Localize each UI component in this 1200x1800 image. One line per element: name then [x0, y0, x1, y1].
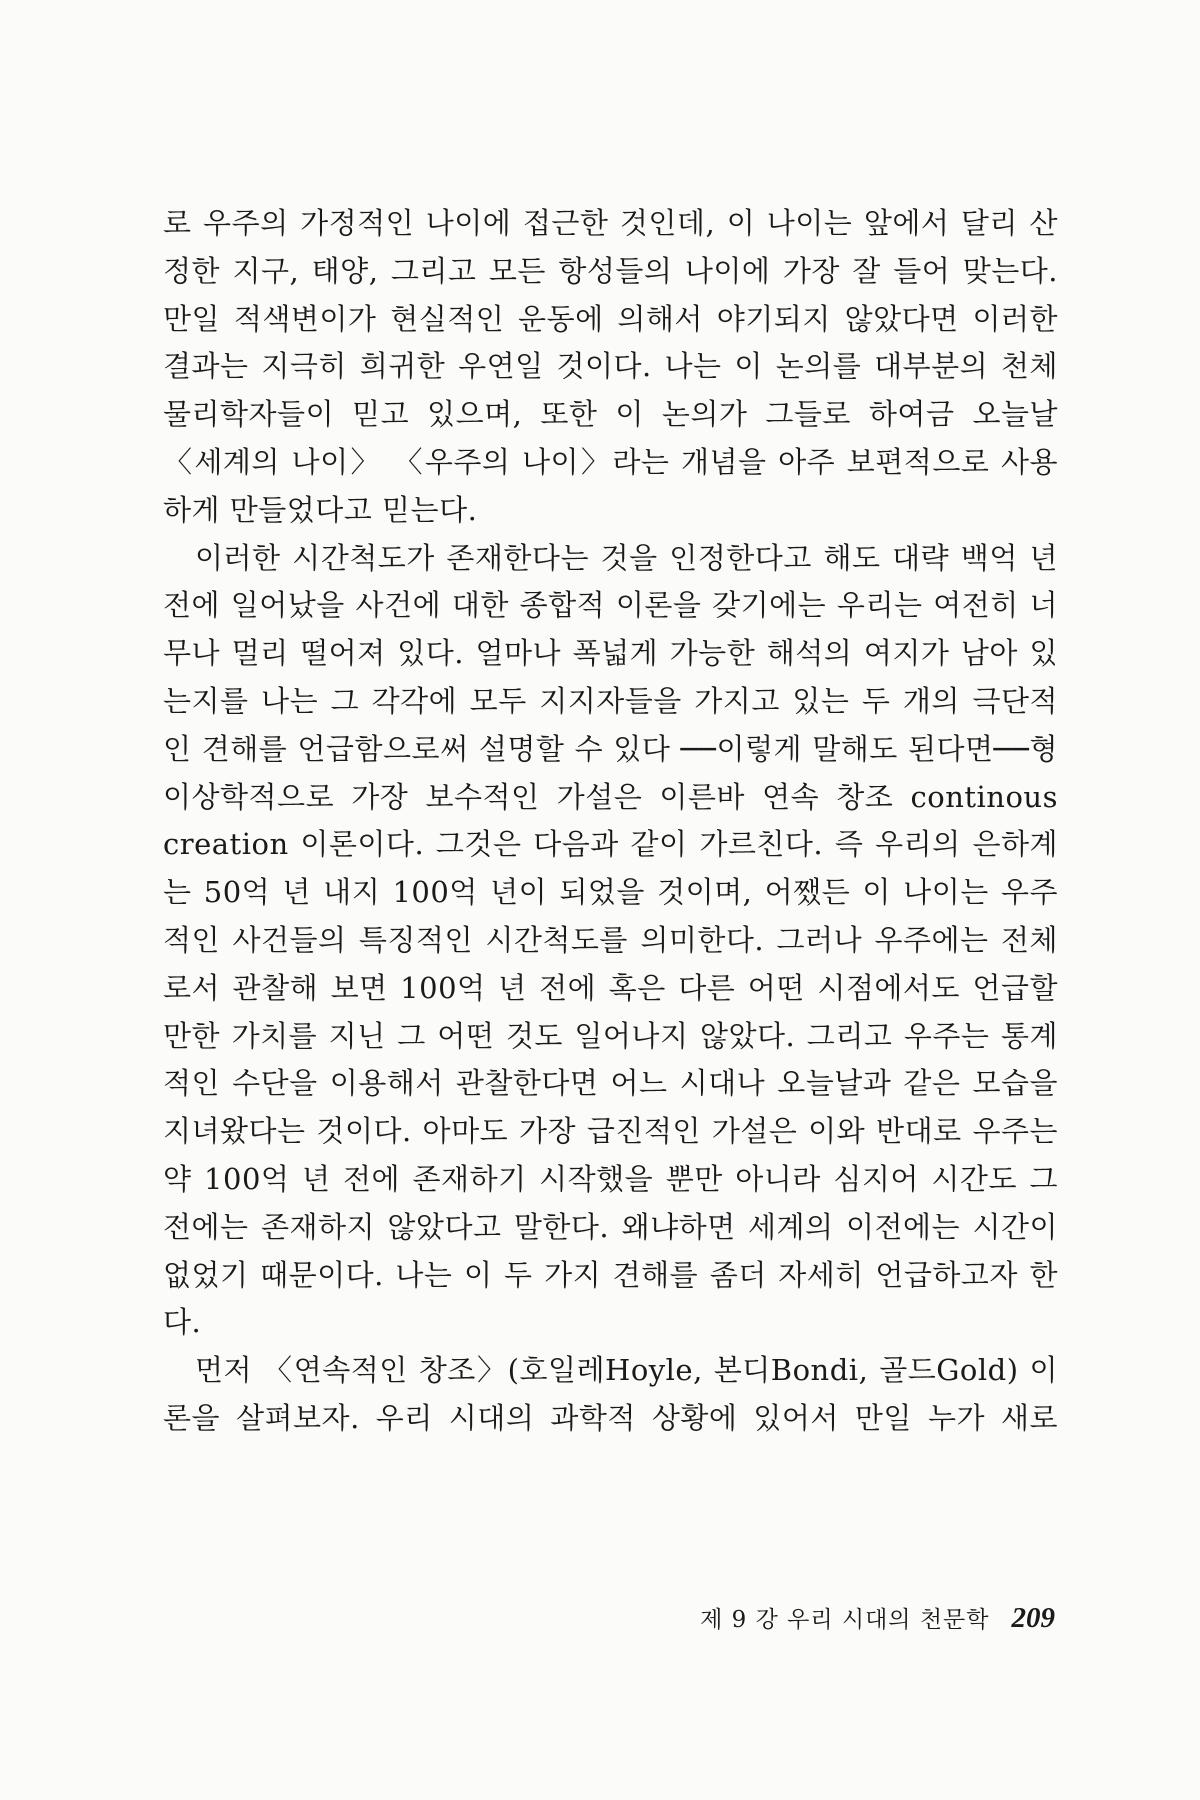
running-footer [625, 1603, 1055, 1635]
chapter-title: 제 9 강 우리 시대의 천문학 [700, 1607, 990, 1633]
body-text [163, 200, 1058, 1443]
page-number: 209 [1011, 1602, 1055, 1634]
paragraph-3: 먼저 〈연속적인 창조〉(호일레Hoyle, 본디Bondi, 골드Gold) 이론을 살펴보자. 우리 시대의 과학적 상황에 있어서 만일 누가 새로 [163, 1353, 1058, 1435]
paragraph-2: 이러한 시간척도가 존재한다는 것을 인정한다고 해도 대략 백억 년 전에 일어났을 사건에 대한 종합적 이론을 갖기에는 우리는 여전히 너무나 멀리 떨어져 있다. 얼마나 폭넓게 가능한 해석의 여지가 남아 있는지를 나는 그 각각에 모두 지지자들을 가지고 있는 두 개의 극단적인 견해를 언급함으로써 설명할 수 있다 ──이렇게 말해도 된다면──형이상학적으로 가장 보수적인 가설은 이른바 연속 창조 continous creation 이론이다. 그것은 다음과 같이 가르친다. 즉 우리의 은하계는 50억 년 내지 100억 년이 되었을 것이며, 어쨌든 이 나이는 우주적인 사건들의 특징적인 시간척도를 의미한다. 그러나 우주에는 전체로서 관찰해 보면 100억 년 전에 혹은 다른 어떤 시점에서도 언급할 만한 가치를 지닌 그 어떤 것도 일어나지 않았다. 그리고 우주는 통계적인 수단을 이용해서 관찰한다면 어느 시대나 오늘날과 같은 모습을 지녀왔다는 것이다. 아마도 가장 급진적인 가설은 이와 반대로 우주는 약 100억 년 전에 존재하기 시작했을 뿐만 아니라 심지어 시간도 그 전에는 존재하지 않았다고 말한다. 왜냐하면 세계의 이전에는 시간이 없었기 때문이다. 나는 이 두 가지 견해를 좀더 자세히 언급하고자 한다. [163, 540, 1058, 1340]
paragraph-1: 로 우주의 가정적인 나이에 접근한 것인데, 이 나이는 앞에서 달리 산정한 지구, 태양, 그리고 모든 항성들의 나이에 가장 잘 들어 맞는다. 만일 적색변이가 현실적인 운동에 의해서 야기되지 않았다면 이러한 결과는 지극히 희귀한 우연일 것이다. 나는 이 논의를 대부분의 천체물리학자들이 믿고 있으며, 또한 이 논의가 그들로 하여금 오늘날 〈세계의 나이〉 〈우주의 나이〉라는 개념을 아주 보편적으로 사용하게 만들었다고 믿는다. [163, 206, 1058, 527]
